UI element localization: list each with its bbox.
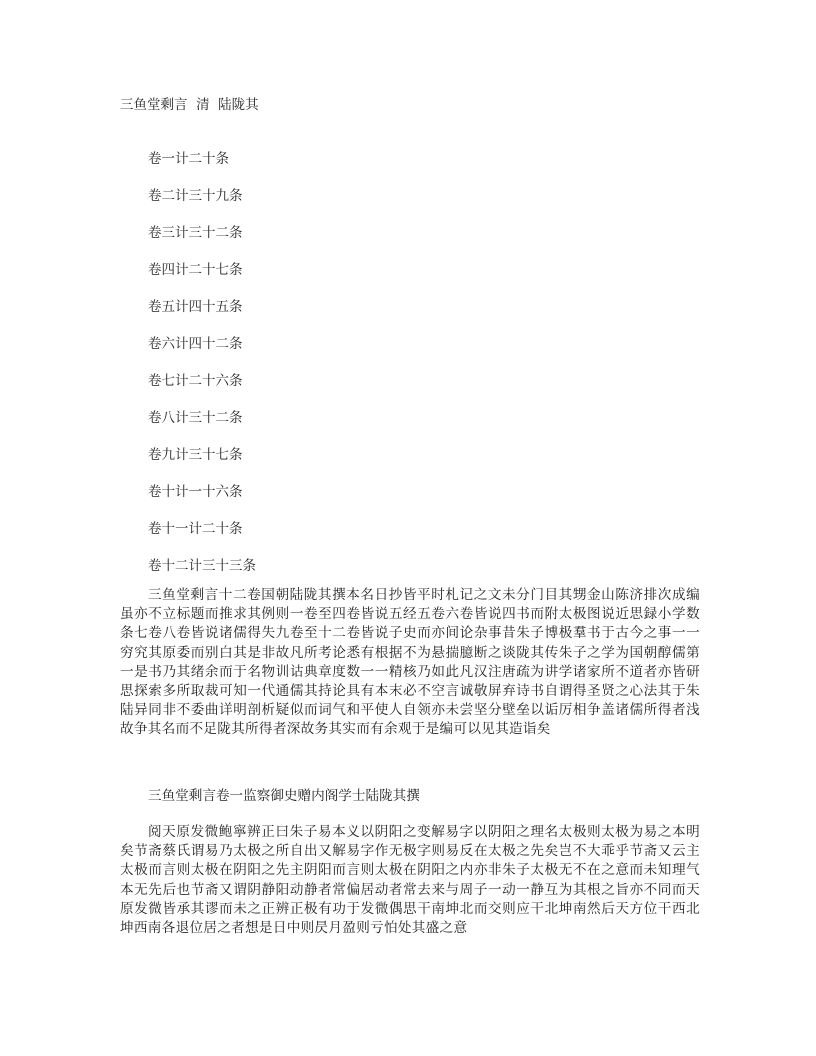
- toc-item: 卷八计三十二条: [148, 410, 243, 426]
- toc-item: 卷五计四十五条: [148, 299, 243, 315]
- summary-paragraph: 三鱼堂剩言十二卷国朝陆陇其撰本名日抄皆平时札记之文未分门目其甥金山陈济排次成编虽亦不立标题而推求其例则一卷至四卷皆说五经五卷六卷皆说四书而附太极图说近思録小学数条七卷八卷皆说诸儒得失九卷至十二卷皆说子史而亦间论杂事昔朱子博极羣书于古今之事一一穷究其原委而别白其是非故凡所考论悉有根据不为悬揣臆断之谈陇其传朱子之学为国朝醇儒第一是书乃其绪余而于名物训诂典章度数一一精核乃如此凡汉注唐疏为讲学诸家所不道者亦皆研思探索多所取裁可知一代通儒其持论具有本末必不空言诚敬屏弃诗书自谓得圣贤之心法其于朱陆异同非不委曲详明剖析疑似而词气和平使人自领亦未尝坚分壁垒以诟厉相争盖诸儒所得者浅故争其名而不足陇其所得者深故务其实而有余观于是编可以见其造诣矣: [120, 587, 700, 738]
- toc-item: 卷二计三十九条: [148, 188, 243, 204]
- toc-item: 卷九计三十七条: [148, 447, 243, 463]
- toc-item: 卷七计二十六条: [148, 373, 243, 389]
- toc-item: 卷十计一十六条: [148, 484, 243, 500]
- toc-item: 卷十二计三十三条: [148, 558, 256, 574]
- document-title: 三鱼堂剩言 清 陆陇其: [120, 97, 259, 113]
- toc-item: 卷三计三十二条: [148, 225, 243, 241]
- toc-item: 卷六计四十二条: [148, 336, 243, 352]
- body-paragraph: 阅天原发微鲍寧辨正曰朱子易本义以阴阳之变解易字以阴阳之理名太极则太极为易之本明矣节斋蔡氏谓易乃太极之所自出又解易字作无极字则易反在太极之先矣岂不大乖乎节斋又云主太极而言则太极在阴阳之先主阴阳而言则太极在阴阳之内亦非朱子太极无不在之意而未知理气本无先后也节斋又谓阴静阳动静者常偏居动者常去来与周子一动一静互为其根之旨亦不同而天原发微皆承其谬而未之正辨正极有功于发微偶思干南坤北而交则应干北坤南然后天方位干西北坤西南各退位居之者想是日中则昃月盈则亏怕处其盛之意: [120, 824, 700, 937]
- toc-item: 卷一计二十条: [148, 151, 229, 167]
- toc-item: 卷十一计二十条: [148, 521, 243, 537]
- section-heading: 三鱼堂剩言卷一监察御史赠内阁学士陆陇其撰: [148, 788, 420, 804]
- table-of-contents: [148, 150, 256, 594]
- toc-item: 卷四计二十七条: [148, 262, 243, 278]
